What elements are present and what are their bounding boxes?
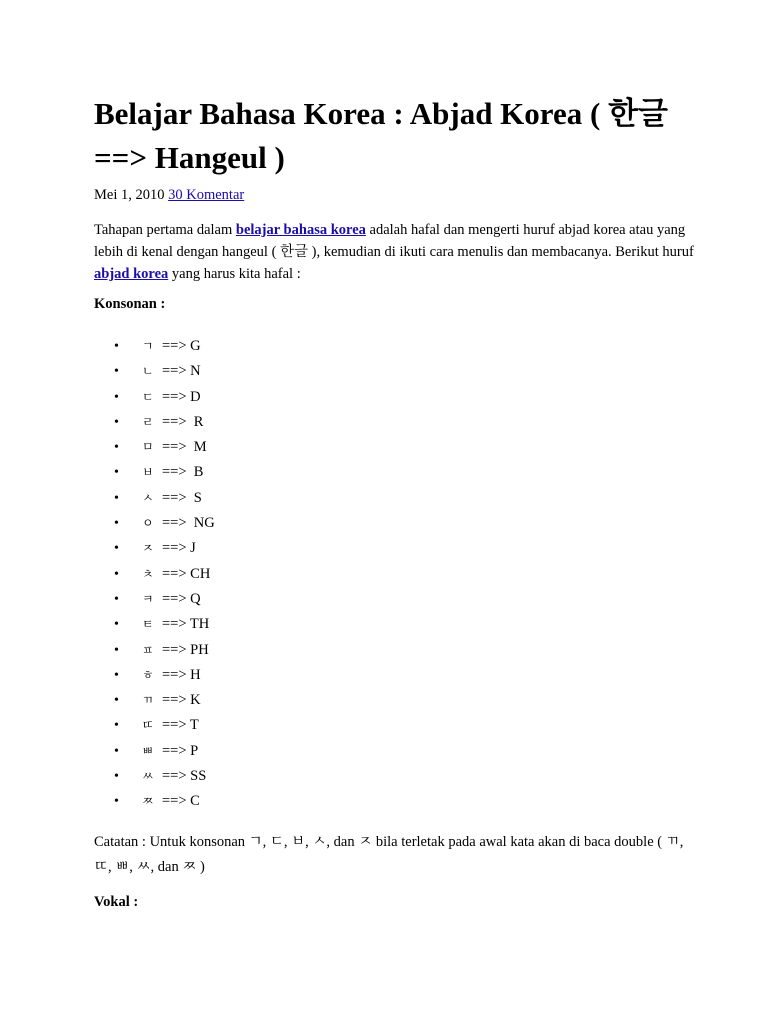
latin-equivalent: ==> SS: [162, 768, 207, 785]
latin-equivalent: ==> S: [162, 489, 202, 506]
latin-equivalent: ==> B: [162, 464, 204, 481]
latin-equivalent: ==> C: [162, 793, 200, 810]
bullet-icon: •: [114, 642, 119, 658]
bullet-icon: •: [114, 769, 119, 785]
latin-equivalent: ==> M: [162, 439, 207, 456]
konsonan-item: [94, 587, 215, 612]
hangeul-letter: ㅊ: [142, 566, 154, 581]
konsonan-item: [94, 435, 215, 460]
bullet-icon: •: [114, 440, 119, 456]
abjad-korea-link[interactable]: abjad korea: [94, 266, 169, 282]
bullet-icon: •: [114, 364, 119, 380]
bullet-icon: •: [114, 339, 119, 354]
konsonan-item: [94, 789, 215, 814]
hangeul-letter: ㅁ: [142, 440, 154, 455]
konsonan-heading: Konsonan :: [94, 296, 166, 312]
hangeul-letter: ㅂ: [142, 465, 154, 480]
bullet-icon: •: [114, 718, 119, 734]
bullet-icon: •: [114, 794, 119, 810]
bullet-icon: •: [114, 389, 119, 405]
hangeul-letter: ㅈ: [142, 541, 154, 556]
konsonan-item: [94, 688, 215, 713]
hangeul-letter: ㅆ: [142, 769, 154, 784]
latin-equivalent: ==> PH: [162, 641, 209, 658]
konsonan-item: [94, 713, 215, 738]
intro-text-1: Tahapan pertama dalam: [94, 222, 236, 238]
konsonan-item: [94, 739, 215, 764]
article-title: Belajar Bahasa Korea : Abjad Korea ( 한글 ==> Hangeul ): [94, 96, 668, 175]
hangeul-letter: ㅌ: [142, 617, 154, 632]
hangeul-letter: ㅍ: [142, 642, 154, 657]
konsonan-item: [94, 562, 215, 587]
konsonan-item: [94, 612, 215, 637]
catatan-note: Catatan : Untuk konsonan ㄱ, ㄷ, ㅂ, ㅅ, dan ㅈ bila terletak pada awal kata akan di baca double ( ㄲ, ㄸ, ㅃ, ㅆ, dan ㅉ ): [94, 834, 684, 875]
latin-equivalent: ==> J: [162, 540, 196, 557]
konsonan-list: [94, 334, 215, 815]
konsonan-item: [94, 486, 215, 511]
bullet-icon: •: [114, 617, 119, 633]
bullet-icon: •: [114, 465, 119, 481]
latin-equivalent: ==> P: [162, 742, 199, 759]
bullet-icon: •: [114, 516, 119, 532]
bullet-icon: •: [114, 490, 119, 506]
latin-equivalent: ==> K: [162, 692, 201, 709]
hangeul-letter: ㄴ: [142, 364, 154, 379]
intro-text-3: yang harus kita hafal :: [168, 266, 301, 282]
latin-equivalent: ==> N: [162, 363, 201, 380]
latin-equivalent: ==> G: [162, 338, 201, 354]
latin-equivalent: ==> R: [162, 413, 204, 430]
konsonan-item: [94, 638, 215, 663]
bullet-icon: •: [114, 743, 119, 759]
konsonan-item: [94, 460, 215, 485]
hangeul-letter: ㅋ: [142, 591, 154, 606]
hangeul-letter: ㄸ: [142, 718, 154, 733]
konsonan-item: [94, 764, 215, 789]
konsonan-item: [94, 536, 215, 561]
konsonan-item: [94, 663, 215, 688]
bullet-icon: •: [114, 693, 119, 709]
hangeul-letter: ㅇ: [142, 516, 154, 531]
bullet-icon: •: [114, 414, 119, 430]
hangeul-letter: ㅉ: [142, 794, 154, 809]
intro-paragraph: [94, 219, 694, 285]
comments-link[interactable]: 30 Komentar: [168, 187, 245, 203]
hangeul-letter: ㄷ: [142, 389, 154, 404]
post-meta: [94, 187, 244, 204]
latin-equivalent: ==> T: [162, 717, 199, 734]
latin-equivalent: ==> D: [162, 388, 201, 405]
latin-equivalent: ==> NG: [162, 515, 215, 532]
hangeul-letter: ㅎ: [142, 667, 154, 682]
konsonan-item: [94, 334, 215, 359]
latin-equivalent: ==> CH: [162, 565, 211, 582]
bullet-icon: •: [114, 667, 119, 683]
latin-equivalent: ==> H: [162, 666, 201, 683]
konsonan-item: [94, 410, 215, 435]
intro-text-2: adalah hafal dan mengerti huruf abjad korea atau yang lebih di kenal dengan hangeul ( 한글 ), kemudian di ikuti cara menulis dan membacanya. Berikut huruf: [94, 222, 694, 260]
bullet-icon: •: [114, 541, 119, 557]
post-date: Mei 1, 2010: [94, 187, 165, 203]
hangeul-letter: ㄹ: [142, 414, 154, 429]
konsonan-item: [94, 359, 215, 384]
konsonan-item: [94, 511, 215, 536]
konsonan-item: [94, 385, 215, 410]
latin-equivalent: ==> TH: [162, 616, 210, 633]
hangeul-letter: ㅃ: [142, 743, 154, 758]
bullet-icon: •: [114, 566, 119, 582]
hangeul-letter: ㄱ: [142, 339, 154, 353]
bullet-icon: •: [114, 591, 119, 607]
hangeul-letter: ㄲ: [142, 693, 154, 708]
latin-equivalent: ==> Q: [162, 590, 201, 607]
hangeul-letter: ㅅ: [142, 490, 154, 505]
vokal-heading: Vokal :: [94, 894, 139, 910]
belajar-bahasa-korea-link[interactable]: belajar bahasa korea: [235, 222, 366, 238]
